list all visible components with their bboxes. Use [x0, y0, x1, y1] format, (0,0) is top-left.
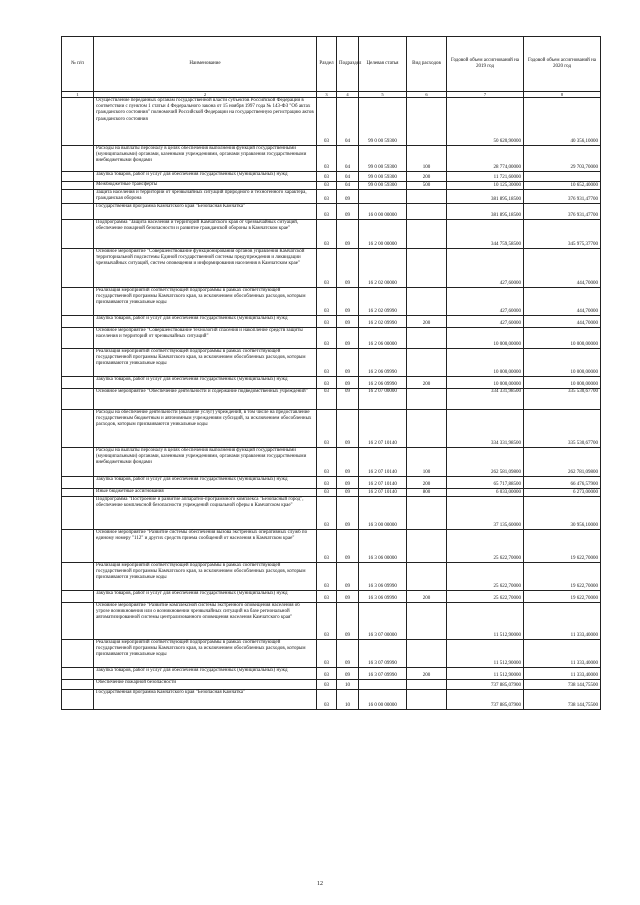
- row-subsection-cell: 09: [337, 497, 359, 530]
- row-target-article-cell: 16 2 07 10140: [359, 489, 407, 497]
- row-name-cell: Основное мероприятие "Совершенствование функционирования органов управления Камчатской территориальной подсистемы Единой государственной системы предупреждения и ликвидации чрезвычайных ситуаций, систем оповещения и информирования населения в Камчатском крае": [94, 249, 317, 288]
- row-allocation-2020-cell: 444,70000: [524, 316, 601, 328]
- row-expense-type-cell: [407, 204, 447, 220]
- table-row: [62, 328, 601, 349]
- table-row: [62, 680, 601, 690]
- table-row: [62, 98, 601, 146]
- row-target-article-cell: 16 3 06 09990: [359, 591, 407, 603]
- row-subsection-cell: 09: [337, 204, 359, 220]
- column-number: 6: [407, 92, 447, 98]
- row-allocation-2019-cell: 381 895,18500: [447, 204, 524, 220]
- header-allocation-2019: Годовой объем ассигнований на 2019 год: [447, 37, 524, 92]
- column-number: 7: [447, 92, 524, 98]
- row-section-cell: 03: [317, 477, 337, 489]
- row-expense-type-cell: 200: [407, 477, 447, 489]
- row-allocation-2020-cell: 19 622,70000: [524, 591, 601, 603]
- row-subsection-cell: 09: [337, 389, 359, 410]
- row-section-cell: 03: [317, 563, 337, 591]
- row-target-article-cell: [359, 190, 407, 204]
- row-subsection-cell: 04: [337, 146, 359, 172]
- row-expense-type-cell: 200: [407, 316, 447, 328]
- row-name-cell: Реализация мероприятий соответствующей подпрограммы в рамках соответствующей государственной программы Камчатского края, за исключением обособленных расходов, которым присваиваются уникальные коды: [94, 349, 317, 377]
- row-allocation-2020-cell: 19 622,70000: [524, 563, 601, 591]
- row-subsection-cell: 09: [337, 377, 359, 389]
- row-expense-type-cell: [407, 410, 447, 448]
- row-allocation-2020-cell: 262 781,09800: [524, 448, 601, 477]
- row-subsection-cell: 09: [337, 288, 359, 316]
- row-allocation-2020-cell: 10 000,00000: [524, 377, 601, 389]
- row-target-article-cell: 16 2 00 00000: [359, 220, 407, 249]
- row-allocation-2020-cell: 376 931,47700: [524, 204, 601, 220]
- row-allocation-2020-cell: 40 356,10000: [524, 98, 601, 146]
- row-subsection-cell: 09: [337, 316, 359, 328]
- row-name-cell: Основное мероприятие "Совершенствование технологий спасения и накопление средств защиты населения и территорий от чрезвычайных ситуаций": [94, 328, 317, 349]
- row-name-cell: Реализация мероприятий соответствующей подпрограммы в рамках соответствующей государственной программы Камчатского края, за исключением обособленных расходов, которым присваиваются уникальные коды: [94, 640, 317, 668]
- table-row: [62, 489, 601, 497]
- row-allocation-2020-cell: 10 000,00000: [524, 328, 601, 349]
- row-number-cell: [62, 98, 94, 146]
- table-row: [62, 477, 601, 489]
- row-subsection-cell: 04: [337, 172, 359, 182]
- row-expense-type-cell: [407, 497, 447, 530]
- row-expense-type-cell: 500: [407, 182, 447, 190]
- table-row: [62, 497, 601, 530]
- row-allocation-2019-cell: 427,60000: [447, 288, 524, 316]
- table-row: [62, 530, 601, 563]
- row-allocation-2020-cell: 738 144,75500: [524, 680, 601, 690]
- row-expense-type-cell: [407, 98, 447, 146]
- table-row: [62, 316, 601, 328]
- row-allocation-2019-cell: 10 125,30000: [447, 182, 524, 190]
- header-subsection: Подраздел: [337, 37, 359, 92]
- row-subsection-cell: 09: [337, 603, 359, 640]
- table-row: [62, 410, 601, 448]
- row-allocation-2019-cell: 427,60000: [447, 316, 524, 328]
- row-allocation-2020-cell: 66 476,57900: [524, 477, 601, 489]
- row-allocation-2020-cell: 345 975,37700: [524, 220, 601, 249]
- row-allocation-2019-cell: 381 895,18500: [447, 190, 524, 204]
- row-target-article-cell: 16 2 02 00000: [359, 249, 407, 288]
- budget-table: [61, 36, 601, 710]
- row-name-cell: Закупка товаров, работ и услуг для обеспечения государственных (муниципальных) нужд: [94, 172, 317, 182]
- row-subsection-cell: 09: [337, 640, 359, 668]
- row-number-cell: [62, 448, 94, 477]
- row-allocation-2019-cell: 50 620,90000: [447, 98, 524, 146]
- row-name-cell: Государственная программа Камчатского края "Безопасная Камчатка": [94, 204, 317, 220]
- row-name-cell: Основное мероприятие "Развитие системы обеспечения вызова экстренных оперативных служб по единому номеру "112" и других средств приема сообщений от населения в Камчатском крае": [94, 530, 317, 563]
- row-target-article-cell: 16 2 07 00000: [359, 389, 407, 410]
- row-subsection-cell: 09: [337, 489, 359, 497]
- row-expense-type-cell: [407, 249, 447, 288]
- row-allocation-2019-cell: 25 622,70000: [447, 591, 524, 603]
- row-subsection-cell: 09: [337, 220, 359, 249]
- row-number-cell: [62, 190, 94, 204]
- row-number-cell: [62, 146, 94, 172]
- row-number-cell: [62, 182, 94, 190]
- row-section-cell: 03: [317, 316, 337, 328]
- row-subsection-cell: 09: [337, 249, 359, 288]
- row-number-cell: [62, 249, 94, 288]
- row-name-cell: Государственная программа Камчатского края "Безопасная Камчатка": [94, 690, 317, 710]
- row-number-cell: [62, 563, 94, 591]
- row-section-cell: 03: [317, 172, 337, 182]
- row-allocation-2020-cell: 30 956,10000: [524, 497, 601, 530]
- row-target-article-cell: 16 0 00 00000: [359, 204, 407, 220]
- table-row: [62, 603, 601, 640]
- row-allocation-2019-cell: 427,60000: [447, 249, 524, 288]
- row-allocation-2020-cell: 11 333,40000: [524, 603, 601, 640]
- row-section-cell: 03: [317, 349, 337, 377]
- table-row: [62, 190, 601, 204]
- row-number-cell: [62, 328, 94, 349]
- row-number-cell: [62, 591, 94, 603]
- row-number-cell: [62, 172, 94, 182]
- row-target-article-cell: 16 3 06 00000: [359, 530, 407, 563]
- row-allocation-2020-cell: 376 931,47700: [524, 190, 601, 204]
- row-number-cell: [62, 489, 94, 497]
- table-row: [62, 288, 601, 316]
- row-name-cell: Закупка товаров, работ и услуг для обеспечения государственных (муниципальных) нужд: [94, 591, 317, 603]
- row-name-cell: Обеспечение пожарной безопасности: [94, 680, 317, 690]
- row-subsection-cell: 04: [337, 98, 359, 146]
- row-section-cell: 03: [317, 389, 337, 410]
- row-number-cell: [62, 640, 94, 668]
- row-subsection-cell: 09: [337, 563, 359, 591]
- row-allocation-2020-cell: 738 144,75500: [524, 690, 601, 710]
- row-section-cell: 03: [317, 603, 337, 640]
- table-row: [62, 690, 601, 710]
- row-number-cell: [62, 497, 94, 530]
- row-number-cell: [62, 288, 94, 316]
- row-expense-type-cell: [407, 563, 447, 591]
- row-target-article-cell: 16 3 06 09990: [359, 563, 407, 591]
- column-number: 1: [62, 92, 94, 98]
- table-row: [62, 146, 601, 172]
- row-allocation-2019-cell: 737 885,07900: [447, 680, 524, 690]
- row-target-article-cell: 16 2 02 09990: [359, 316, 407, 328]
- row-name-cell: Подпрограмма "Построение и развитие аппаратно-программного комплекса "Безопасный город", обеспечение комплексной безопасности учреждений социальной сферы в Камчатском крае": [94, 497, 317, 530]
- row-expense-type-cell: 100: [407, 146, 447, 172]
- row-target-article-cell: 16 3 00 00000: [359, 497, 407, 530]
- row-expense-type-cell: [407, 603, 447, 640]
- row-section-cell: 03: [317, 220, 337, 249]
- header-target-article: Целевая статья: [359, 37, 407, 92]
- row-section-cell: 03: [317, 591, 337, 603]
- column-number: 5: [359, 92, 407, 98]
- table-row: [62, 349, 601, 377]
- row-expense-type-cell: 800: [407, 489, 447, 497]
- row-subsection-cell: 09: [337, 668, 359, 680]
- header-number: № п/п: [62, 37, 94, 92]
- row-target-article-cell: 16 2 07 10140: [359, 477, 407, 489]
- row-allocation-2020-cell: 335 530,67700: [524, 410, 601, 448]
- row-expense-type-cell: 200: [407, 172, 447, 182]
- row-section-cell: 03: [317, 448, 337, 477]
- row-allocation-2019-cell: 10 000,00000: [447, 328, 524, 349]
- row-section-cell: 03: [317, 190, 337, 204]
- row-expense-type-cell: [407, 220, 447, 249]
- row-section-cell: 03: [317, 530, 337, 563]
- row-section-cell: 03: [317, 680, 337, 690]
- row-expense-type-cell: [407, 190, 447, 204]
- row-subsection-cell: 09: [337, 477, 359, 489]
- row-allocation-2019-cell: 37 135,60000: [447, 497, 524, 530]
- row-section-cell: 03: [317, 204, 337, 220]
- row-allocation-2019-cell: 262 581,09800: [447, 448, 524, 477]
- row-subsection-cell: 09: [337, 530, 359, 563]
- row-allocation-2019-cell: 25 622,70000: [447, 530, 524, 563]
- row-allocation-2020-cell: 444,70000: [524, 288, 601, 316]
- row-allocation-2019-cell: 10 000,00000: [447, 377, 524, 389]
- row-allocation-2020-cell: 444,70000: [524, 249, 601, 288]
- row-target-article-cell: 16 0 00 00000: [359, 690, 407, 710]
- row-name-cell: Закупка товаров, работ и услуг для обеспечения государственных (муниципальных) нужд: [94, 477, 317, 489]
- row-target-article-cell: 16 3 07 09990: [359, 668, 407, 680]
- row-target-article-cell: 16 2 06 09990: [359, 377, 407, 389]
- row-name-cell: Иные бюджетные ассигнования: [94, 489, 317, 497]
- row-target-article-cell: 99 0 00 59300: [359, 182, 407, 190]
- row-section-cell: 03: [317, 690, 337, 710]
- row-target-article-cell: 99 0 00 59300: [359, 98, 407, 146]
- row-number-cell: [62, 668, 94, 680]
- row-name-cell: Расходы на выплаты персоналу в целях обеспечения выполнения функций государственными (муниципальными) органами, казенными учреждениями, органами управления государственными внебюджетными фондами: [94, 146, 317, 172]
- table-row: [62, 591, 601, 603]
- row-expense-type-cell: [407, 389, 447, 410]
- table-row: [62, 389, 601, 410]
- row-allocation-2019-cell: 11 512,90000: [447, 603, 524, 640]
- column-number: 4: [337, 92, 359, 98]
- row-allocation-2019-cell: 11 512,90000: [447, 668, 524, 680]
- row-subsection-cell: 09: [337, 190, 359, 204]
- row-expense-type-cell: [407, 328, 447, 349]
- row-subsection-cell: 10: [337, 680, 359, 690]
- row-allocation-2019-cell: 11 721,60000: [447, 172, 524, 182]
- row-name-cell: Закупка товаров, работ и услуг для обеспечения государственных (муниципальных) нужд: [94, 316, 317, 328]
- row-target-article-cell: 16 3 07 09990: [359, 640, 407, 668]
- row-section-cell: 03: [317, 640, 337, 668]
- table-row: [62, 204, 601, 220]
- row-section-cell: 03: [317, 146, 337, 172]
- column-number: 8: [524, 92, 601, 98]
- header-row: [62, 37, 601, 92]
- row-section-cell: 03: [317, 410, 337, 448]
- row-subsection-cell: 10: [337, 690, 359, 710]
- row-number-cell: [62, 477, 94, 489]
- row-number-cell: [62, 690, 94, 710]
- row-number-cell: [62, 389, 94, 410]
- column-number: 3: [317, 92, 337, 98]
- row-expense-type-cell: [407, 288, 447, 316]
- row-expense-type-cell: 200: [407, 591, 447, 603]
- row-allocation-2019-cell: 25 622,70000: [447, 563, 524, 591]
- row-allocation-2020-cell: 11 333,40000: [524, 668, 601, 680]
- row-section-cell: 03: [317, 249, 337, 288]
- row-name-cell: Основное мероприятие "Обеспечение деятельности и содержание подведомственных учреждений": [94, 389, 317, 410]
- row-target-article-cell: 99 0 00 59300: [359, 146, 407, 172]
- header-allocation-2020: Годовой объем ассигнований на 2020 год: [524, 37, 601, 92]
- row-name-cell: Подпрограмма "Защита населения и территорий Камчатского края от чрезвычайных ситуаций, обеспечение пожарной безопасности и развитие гражданской обороны в Камчатском крае": [94, 220, 317, 249]
- row-section-cell: 03: [317, 497, 337, 530]
- row-name-cell: Защита населения и территории от чрезвычайных ситуаций природного и техногенного характера, гражданская оборона: [94, 190, 317, 204]
- row-expense-type-cell: [407, 640, 447, 668]
- row-allocation-2019-cell: 334 331,98500: [447, 410, 524, 448]
- table-row: [62, 220, 601, 249]
- row-name-cell: Расходы на обеспечение деятельности (оказание услуг) учреждений, в том числе на предоставление государственным бюджетным и автономным учреждениям субсидий, за исключением обособленных расходов, которым присваиваются уникальные коды: [94, 410, 317, 448]
- header-expense-type: Вид расходов: [407, 37, 447, 92]
- row-expense-type-cell: [407, 349, 447, 377]
- table-row: [62, 668, 601, 680]
- table-body: [62, 98, 601, 710]
- header-name: Наименование: [94, 37, 317, 92]
- row-name-cell: Реализация мероприятий соответствующей подпрограммы в рамках соответствующей государственной программы Камчатского края, за исключением обособленных расходов, которым присваиваются уникальные коды: [94, 288, 317, 316]
- row-allocation-2020-cell: 10 652,40000: [524, 182, 601, 190]
- row-number-cell: [62, 410, 94, 448]
- row-number-cell: [62, 377, 94, 389]
- row-name-cell: Осуществление переданных органам государственной власти субъектов Российской Федерации в соответствии с пунктом 1 статьи 4 Федерального закона от 15 ноября 1997 года № 143-ФЗ "Об актах гражданского состояния" полномочий Российской Федерации на государственную регистрацию актов гражданского состояния: [94, 98, 317, 146]
- table-row: [62, 249, 601, 288]
- row-allocation-2019-cell: 11 512,90000: [447, 640, 524, 668]
- row-allocation-2020-cell: 29 703,70000: [524, 146, 601, 172]
- row-name-cell: Расходы на выплаты персоналу в целях обеспечения выполнения функций государственными (муниципальными) органами, казенными учреждениями, органами управления государственными внебюджетными фондами: [94, 448, 317, 477]
- row-name-cell: Закупка товаров, работ и услуг для обеспечения государственных (муниципальных) нужд: [94, 377, 317, 389]
- row-number-cell: [62, 316, 94, 328]
- row-subsection-cell: 04: [337, 182, 359, 190]
- row-allocation-2019-cell: 334 331,98500: [447, 389, 524, 410]
- row-section-cell: 03: [317, 182, 337, 190]
- row-allocation-2019-cell: 6 033,00000: [447, 489, 524, 497]
- row-expense-type-cell: 200: [407, 668, 447, 680]
- row-expense-type-cell: [407, 690, 447, 710]
- row-allocation-2019-cell: 28 774,00000: [447, 146, 524, 172]
- table-row: [62, 377, 601, 389]
- row-allocation-2020-cell: 11 333,40000: [524, 640, 601, 668]
- row-target-article-cell: [359, 680, 407, 690]
- row-number-cell: [62, 530, 94, 563]
- row-section-cell: 03: [317, 328, 337, 349]
- row-target-article-cell: 99 0 00 59300: [359, 172, 407, 182]
- row-allocation-2020-cell: [524, 172, 601, 182]
- row-number-cell: [62, 204, 94, 220]
- table-row: [62, 563, 601, 591]
- row-allocation-2019-cell: 344 759,58500: [447, 220, 524, 249]
- row-allocation-2020-cell: 6 273,00000: [524, 489, 601, 497]
- column-number: 2: [94, 92, 317, 98]
- row-allocation-2020-cell: 10 000,00000: [524, 349, 601, 377]
- row-subsection-cell: 09: [337, 448, 359, 477]
- row-number-cell: [62, 349, 94, 377]
- row-name-cell: Основное мероприятие "Развитие комплексной системы экстренного оповещения населения об угрозе возникновения или о возникновении чрезвычайных ситуаций на базе региональной автоматизированной системы централизованного оповещения населения Камчатского края": [94, 603, 317, 640]
- row-subsection-cell: 09: [337, 410, 359, 448]
- row-allocation-2019-cell: 65 717,88500: [447, 477, 524, 489]
- row-section-cell: 03: [317, 668, 337, 680]
- row-target-article-cell: 16 2 07 10140: [359, 410, 407, 448]
- row-subsection-cell: 09: [337, 328, 359, 349]
- row-name-cell: Реализация мероприятий соответствующей подпрограммы в рамках соответствующей государственной программы Камчатского края, за исключением обособленных расходов, которым присваиваются уникальные коды: [94, 563, 317, 591]
- row-number-cell: [62, 220, 94, 249]
- row-number-cell: [62, 680, 94, 690]
- row-expense-type-cell: 200: [407, 377, 447, 389]
- row-allocation-2020-cell: 335 530,67700: [524, 389, 601, 410]
- table-row: [62, 182, 601, 190]
- row-allocation-2019-cell: 737 885,07900: [447, 690, 524, 710]
- row-target-article-cell: 16 3 07 00000: [359, 603, 407, 640]
- table-row: [62, 640, 601, 668]
- row-target-article-cell: 16 2 06 00000: [359, 328, 407, 349]
- row-section-cell: 03: [317, 377, 337, 389]
- row-expense-type-cell: 100: [407, 448, 447, 477]
- row-subsection-cell: 09: [337, 591, 359, 603]
- page-number: 12: [317, 881, 323, 887]
- table-row: [62, 448, 601, 477]
- row-allocation-2019-cell: 10 000,00000: [447, 349, 524, 377]
- table-row: [62, 172, 601, 182]
- row-allocation-2020-cell: 19 622,70000: [524, 530, 601, 563]
- row-subsection-cell: 09: [337, 349, 359, 377]
- row-target-article-cell: 16 2 02 09990: [359, 288, 407, 316]
- row-target-article-cell: 16 2 07 10140: [359, 448, 407, 477]
- row-expense-type-cell: [407, 530, 447, 563]
- row-number-cell: [62, 603, 94, 640]
- row-section-cell: 03: [317, 489, 337, 497]
- row-name-cell: Межбюджетные трансферты: [94, 182, 317, 190]
- row-target-article-cell: 16 2 06 09990: [359, 349, 407, 377]
- header-section: Раздел: [317, 37, 337, 92]
- row-name-cell: Закупка товаров, работ и услуг для обеспечения государственных (муниципальных) нужд: [94, 668, 317, 680]
- row-expense-type-cell: [407, 680, 447, 690]
- row-section-cell: 03: [317, 288, 337, 316]
- row-section-cell: 03: [317, 98, 337, 146]
